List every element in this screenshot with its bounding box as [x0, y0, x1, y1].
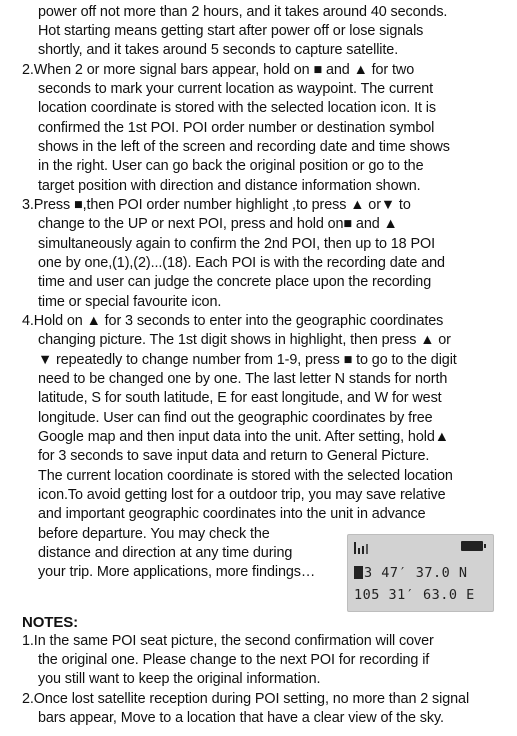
- text-line: seconds to mark your current location as waypoint. The current: [38, 81, 434, 97]
- note-line: 1.In the same POI seat picture, the second confirmation will cover: [22, 633, 434, 649]
- text-line: latitude, S for south latitude, E for east longitude, and W for west: [38, 390, 442, 406]
- battery-icon: [461, 541, 483, 551]
- text-line: change to the UP or next POI, press and hold on■ and ▲: [38, 216, 398, 232]
- text-line: for 3 seconds to save input data and return to General Picture.: [38, 448, 430, 464]
- text-line: target position with direction and distance information shown.: [38, 178, 421, 194]
- text-line: 3.Press ■,then POI order number highlight ,to press ▲ or▼ to: [22, 197, 411, 213]
- text-line: time or special favourite icon.: [38, 294, 222, 310]
- signal-bars-icon: [354, 540, 374, 554]
- text-line: time and user can judge the concrete place upon the recording: [38, 274, 432, 290]
- text-line: icon.To avoid getting lost for a outdoor trip, you may save relative: [38, 487, 446, 503]
- text-line: simultaneously again to confirm the 2nd POI, then up to 18 POI: [38, 236, 435, 252]
- text-line: changing picture. The 1st digit shows in highlight, then press ▲ or: [38, 332, 451, 348]
- latitude-readout: 3 47′ 37.0 N: [364, 565, 468, 581]
- text-line: before departure. You may check the: [38, 526, 270, 542]
- device-lcd-screen: [347, 534, 494, 612]
- text-line: The current location coordinate is stored with the selected location: [38, 468, 453, 484]
- note-line: you still want to keep the original information.: [38, 671, 321, 687]
- text-line: in the right. User can go back the original position or go to the: [38, 158, 424, 174]
- note-line: the original one. Please change to the next POI for recording if: [38, 652, 430, 668]
- text-line: and important geographic coordinates into the unit in advance: [38, 506, 426, 522]
- text-line: confirmed the 1st POI. POI order number or destination symbol: [38, 120, 435, 136]
- text-line: 4.Hold on ▲ for 3 seconds to enter into the geographic coordinates: [22, 313, 444, 329]
- text-line: need to be changed one by one. The last letter N stands for north: [38, 371, 448, 387]
- note-line: bars appear, Move to a location that have a clear view of the sky.: [38, 710, 444, 726]
- text-line: Google map and then input data into the unit. After setting, hold▲: [38, 429, 449, 445]
- text-line: 2.When 2 or more signal bars appear, hold on ■ and ▲ for two: [22, 62, 415, 78]
- text-line: ▼ repeatedly to change number from 1-9, press ■ to go to the digit: [38, 352, 457, 368]
- text-line: shortly, and it takes around 5 seconds to capture satellite.: [38, 42, 399, 58]
- text-line: one by one,(1),(2)...(18). Each POI is with the recording date and: [38, 255, 445, 271]
- poi-highlight-box: [354, 566, 363, 579]
- text-line: Hot starting means getting start after power off or lose signals: [38, 23, 424, 39]
- text-line: longitude. User can find out the geographic coordinates by free: [38, 410, 433, 426]
- note-line: 2.Once lost satellite reception during POI setting, no more than 2 signal: [22, 691, 470, 707]
- text-line: location coordinate is stored with the selected location icon. It is: [38, 100, 436, 116]
- text-line: your trip. More applications, more findings…: [38, 564, 316, 580]
- notes-heading: NOTES:: [22, 614, 79, 631]
- latitude-row: [354, 565, 468, 581]
- text-line: power off not more than 2 hours, and it takes around 40 seconds.: [38, 4, 448, 20]
- text-line: shows in the left of the screen and recording date and time shows: [38, 139, 450, 155]
- text-line: distance and direction at any time during: [38, 545, 293, 561]
- longitude-readout: 105 31′ 63.0 E: [354, 587, 475, 603]
